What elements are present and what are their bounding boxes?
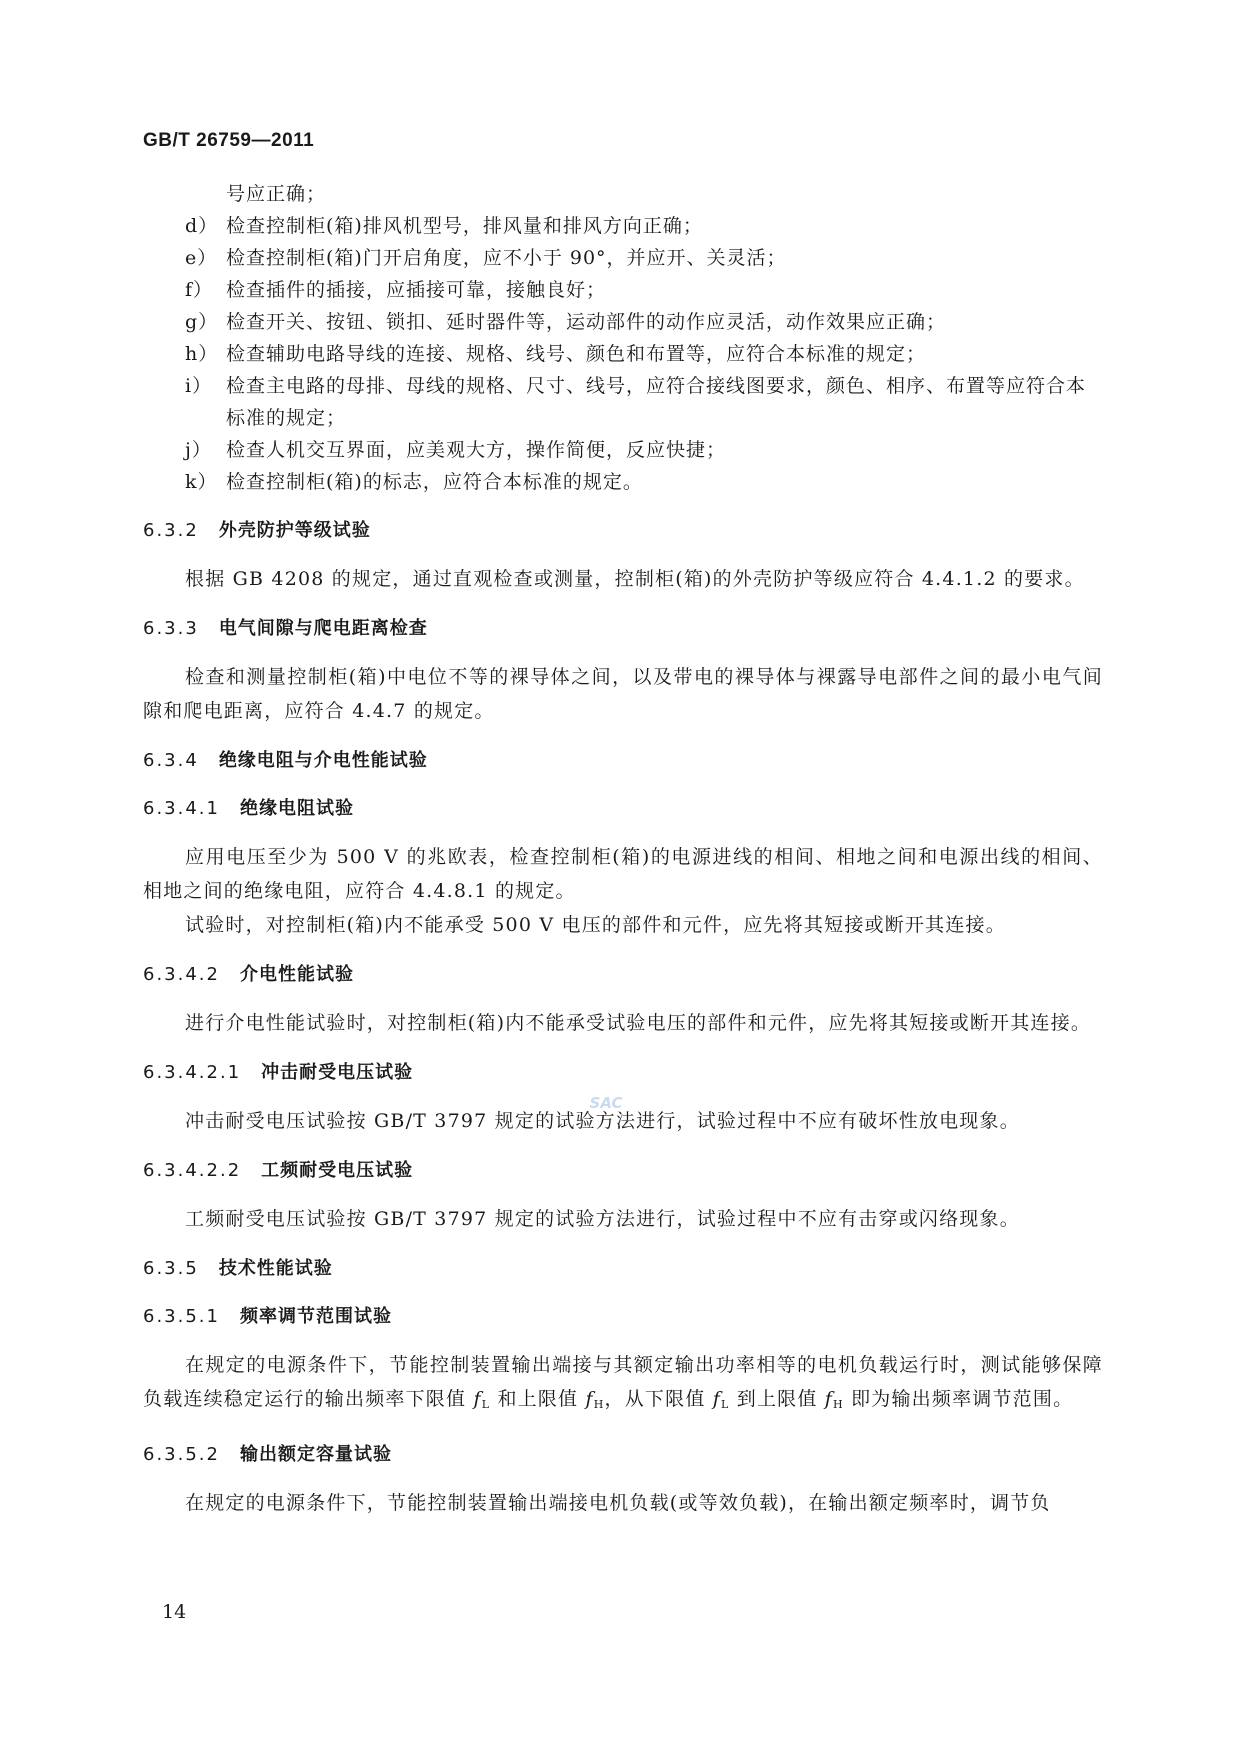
- section-paragraph: 冲击耐受电压试验按 GB/T 3797 规定的试验方法进行，试验过程中不应有破坏性放电现象。: [185, 1110, 1020, 1132]
- page-content: [143, 178, 1103, 1520]
- list-item: [143, 306, 1103, 338]
- section-heading-6-3-4-2: [143, 960, 1103, 990]
- section-number: 6.3.2: [143, 520, 199, 541]
- section-heading-6-3-3: [143, 614, 1103, 644]
- section-title: 频率调节范围试验: [239, 1306, 392, 1327]
- section-paragraph: 在规定的电源条件下，节能控制装置输出端接电机负载(或等效负载)，在输出额定频率时，调节负: [185, 1492, 1051, 1514]
- list-item: [143, 370, 1103, 434]
- symbol-f-low: fL: [473, 1388, 491, 1411]
- list-item-letter: k）: [185, 471, 218, 493]
- section-title: 绝缘电阻试验: [239, 798, 354, 819]
- document-header: GB/T 26759—2011: [143, 130, 315, 151]
- list-item-letter: e）: [185, 247, 218, 269]
- section-number: 6.3.3: [143, 618, 199, 639]
- list-item-text: 检查插件的插接，应插接可靠，接触良好；: [226, 279, 607, 301]
- section-heading-6-3-4-2-2: [143, 1156, 1103, 1186]
- section-paragraph: 应用电压至少为 500 V 的兆欧表，检查控制柜(箱)的电源进线的相间、相地之间和电源出线的相间、相地之间的绝缘电阻，应符合 4.4.8.1 的规定。: [143, 846, 1103, 902]
- list-item: [143, 466, 1103, 498]
- section-heading-6-3-4-2-1: [143, 1058, 1103, 1088]
- section-title: 介电性能试验: [239, 964, 354, 985]
- symbol-f-low: fL: [712, 1388, 730, 1411]
- section-heading-6-3-4: [143, 746, 1103, 776]
- paragraph-text: 到上限值: [729, 1388, 825, 1410]
- section-paragraph: 检查和测量控制柜(箱)中电位不等的裸导体之间，以及带电的裸导体与裸露导电部件之间的最小电气间隙和爬电距离，应符合 4.4.7 的规定。: [143, 666, 1103, 722]
- paragraph-text: 即为输出频率调节范围。: [843, 1388, 1074, 1410]
- section-title: 绝缘电阻与介电性能试验: [218, 750, 428, 771]
- list-item: [143, 210, 1103, 242]
- symbol-f-high: fH: [585, 1388, 605, 1411]
- list-item-text: 检查人机交互界面，应美观大方，操作简便，反应快捷；: [226, 439, 727, 461]
- section-number: 6.3.4.1: [143, 798, 220, 819]
- section-paragraph: 工频耐受电压试验按 GB/T 3797 规定的试验方法进行，试验过程中不应有击穿或闪络现象。: [185, 1208, 1020, 1230]
- section-title: 技术性能试验: [218, 1258, 333, 1279]
- page-number: 14: [162, 1601, 187, 1623]
- list-item-letter: h）: [185, 343, 219, 365]
- list-item: [143, 242, 1103, 274]
- section-heading-6-3-5-2: [143, 1440, 1103, 1470]
- paragraph-text: 在规定的电源条件下，节能控制装置输出端接与其额定输出功率相等的电机负载运行时，测试能够保障负载连续稳定运行的输出频率下限值: [143, 1354, 1103, 1410]
- section-paragraph-frequency-range: [143, 1348, 1103, 1422]
- paragraph-text: ，从下限值: [604, 1388, 713, 1410]
- list-item-text: 检查控制柜(箱)排风机型号，排风量和排风方向正确；: [226, 215, 703, 237]
- section-number: 6.3.4.2.2: [143, 1160, 242, 1181]
- section-paragraph: 进行介电性能试验时，对控制柜(箱)内不能承受试验电压的部件和元件，应先将其短接或断开其连接。: [185, 1012, 1092, 1034]
- list-item-text: 检查开关、按钮、锁扣、延时器件等，运动部件的动作应灵活，动作效果应正确；: [226, 311, 947, 333]
- symbol-f-high: fH: [824, 1388, 844, 1411]
- section-number: 6.3.5.2: [143, 1444, 220, 1465]
- list-item-text: 检查控制柜(箱)门开启角度，应不小于 90°，并应开、关灵活；: [226, 247, 787, 269]
- section-title: 冲击耐受电压试验: [261, 1062, 414, 1083]
- list-item-letter: d）: [185, 215, 219, 237]
- section-paragraph: 根据 GB 4208 的规定，通过直观检查或测量，控制柜(箱)的外壳防护等级应符合 4.4.1.2 的要求。: [185, 568, 1085, 590]
- sac-watermark-logo: SAC: [589, 1094, 623, 1112]
- section-title: 外壳防护等级试验: [218, 520, 371, 541]
- list-item-letter: i）: [185, 375, 213, 397]
- list-item-text: 检查控制柜(箱)的标志，应符合本标准的规定。: [226, 471, 643, 493]
- section-title: 电气间隙与爬电距离检查: [218, 618, 428, 639]
- list-item: [143, 274, 1103, 306]
- section-number: 6.3.4.2: [143, 964, 220, 985]
- list-item: [143, 338, 1103, 370]
- section-title: 工频耐受电压试验: [261, 1160, 414, 1181]
- section-number: 6.3.5: [143, 1258, 199, 1279]
- section-number: 6.3.5.1: [143, 1306, 220, 1327]
- section-title: 输出额定容量试验: [239, 1444, 392, 1465]
- section-heading-6-3-4-1: [143, 794, 1103, 824]
- list-continuation: 号应正确；: [226, 183, 327, 205]
- section-number: 6.3.4.2.1: [143, 1062, 242, 1083]
- list-item: [143, 434, 1103, 466]
- paragraph-text: 和上限值: [490, 1388, 586, 1410]
- section-paragraph: 试验时，对控制柜(箱)内不能承受 500 V 电压的部件和元件，应先将其短接或断开其连接。: [185, 914, 1006, 936]
- list-item-text: 检查主电路的母排、母线的规格、尺寸、线号，应符合接线图要求，颜色、相序、布置等应符合本标准的规定；: [226, 375, 1087, 429]
- section-heading-6-3-5-1: [143, 1302, 1103, 1332]
- list-item-letter: f）: [185, 279, 214, 301]
- section-heading-6-3-2: [143, 516, 1103, 546]
- list-item-letter: j）: [185, 439, 212, 461]
- section-number: 6.3.4: [143, 750, 199, 771]
- list-item-letter: g）: [185, 311, 219, 333]
- list-item-text: 检查辅助电路导线的连接、规格、线号、颜色和布置等，应符合本标准的规定；: [226, 343, 927, 365]
- section-heading-6-3-5: [143, 1254, 1103, 1284]
